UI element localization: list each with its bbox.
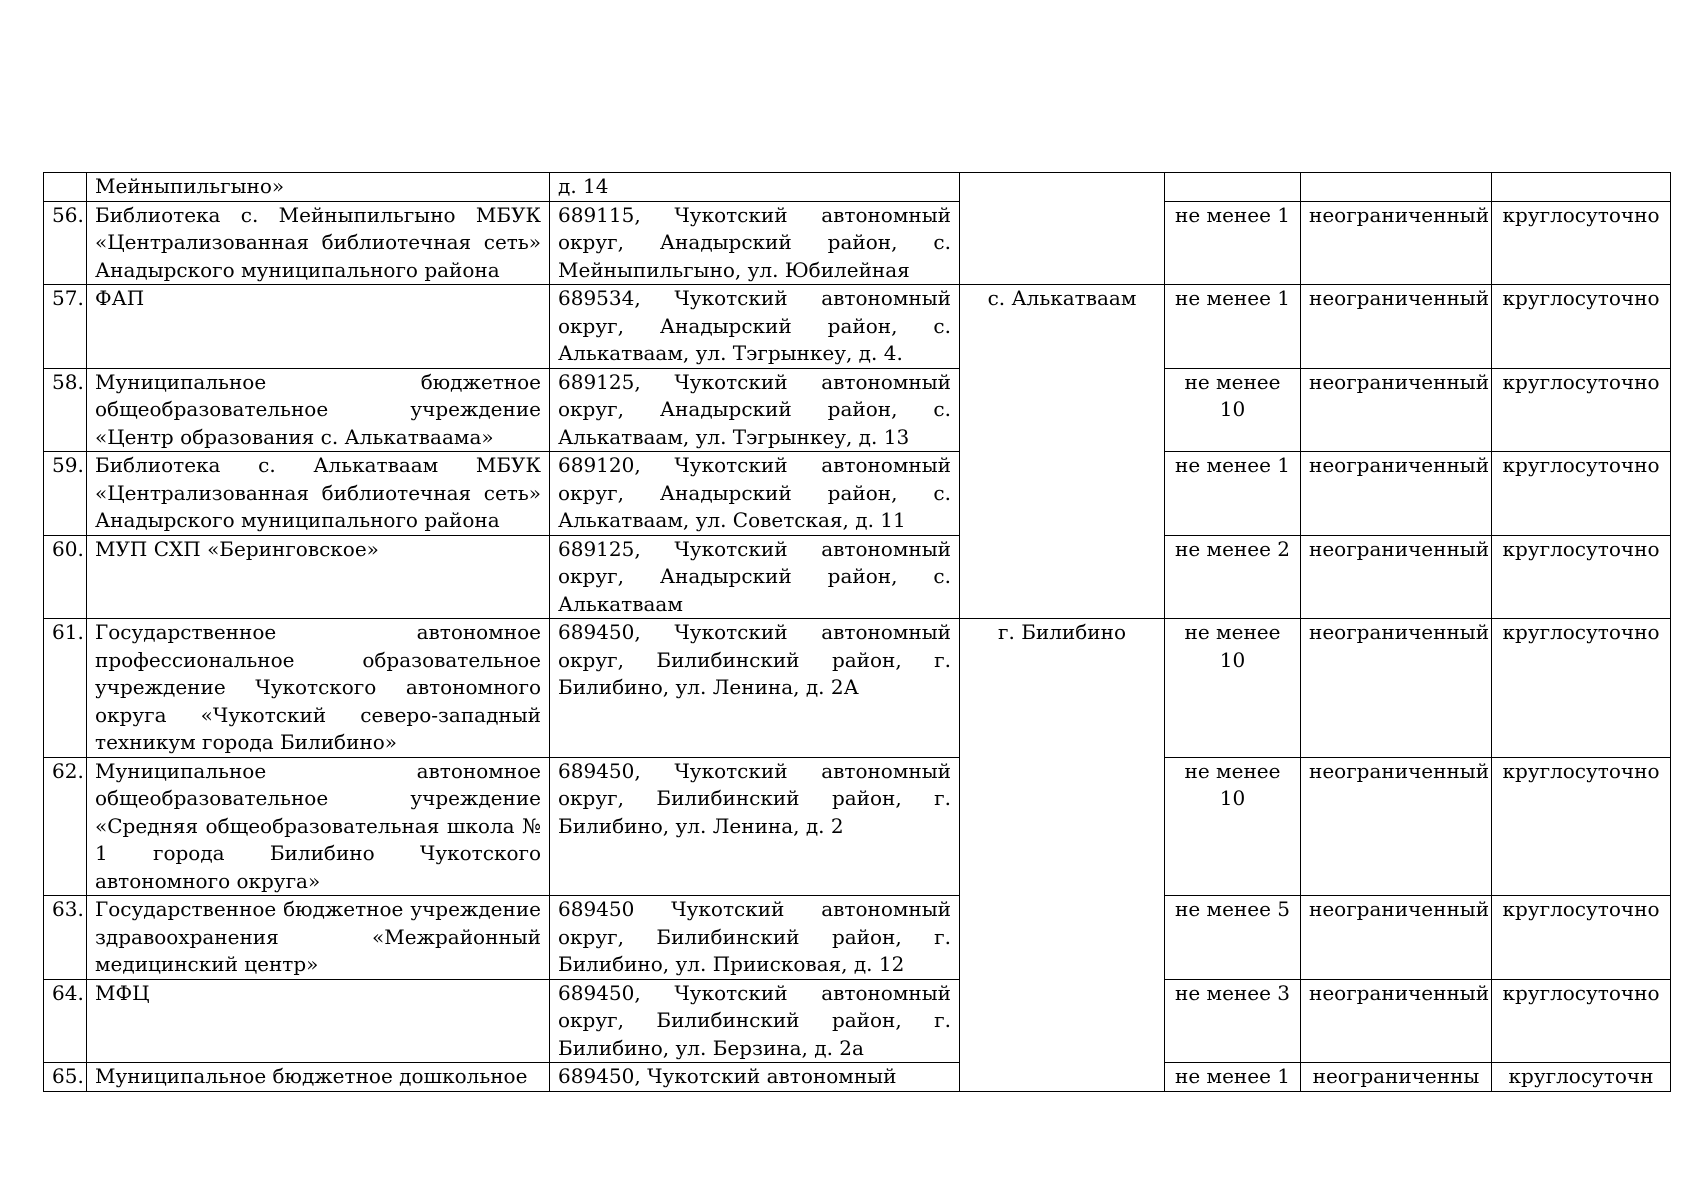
duration-cell: неограниченный <box>1301 979 1492 1063</box>
duration-cell: неограниченный <box>1301 285 1492 369</box>
table-row <box>44 1063 1671 1092</box>
facility-address: 689450, Чукотский автономный <box>550 1063 960 1092</box>
capacity-cell: не менее 1 <box>1165 201 1301 285</box>
facility-address: 689120, Чукотский автономный округ, Анадырский район, с. Алькатваам, ул. Советская, д. 11 <box>550 452 960 536</box>
row-number: 58. <box>44 368 87 452</box>
facility-address: 689125, Чукотский автономный округ, Анадырский район, с. Алькатваам, ул. Тэгрынкеу, д. 13 <box>550 368 960 452</box>
facility-address: д. 14 <box>550 173 960 202</box>
facility-name: Муниципальное бюджетное дошкольное <box>87 1063 550 1092</box>
capacity-cell: не менее 1 <box>1165 285 1301 369</box>
row-number: 56. <box>44 201 87 285</box>
settlement-cell: г. Билибино <box>960 619 1165 1092</box>
facility-address: 689450 Чукотский автономный округ, Билибинский район, г. Билибино, ул. Приисковая, д. 12 <box>550 896 960 980</box>
duration-cell: неограниченный <box>1301 452 1492 536</box>
table-row <box>44 173 1671 202</box>
schedule-cell: круглосуточно <box>1492 201 1671 285</box>
facility-address: 689125, Чукотский автономный округ, Анадырский район, с. Алькатваам <box>550 535 960 619</box>
facility-name: ФАП <box>87 285 550 369</box>
duration-cell: неограниченный <box>1301 619 1492 758</box>
row-number: 61. <box>44 619 87 758</box>
capacity-cell: не менее 2 <box>1165 535 1301 619</box>
facility-name: Государственное автономное профессиональное образовательное учреждение Чукотского автономного округа «Чукотский северо-западный техникум города Билибино» <box>87 619 550 758</box>
duration-cell: неограниченный <box>1301 896 1492 980</box>
schedule-cell <box>1492 173 1671 202</box>
row-number <box>44 173 87 202</box>
capacity-cell: не менее 10 <box>1165 619 1301 758</box>
table-row <box>44 757 1671 896</box>
table-row <box>44 535 1671 619</box>
table-row <box>44 285 1671 369</box>
schedule-cell: круглосуточно <box>1492 452 1671 536</box>
facility-address: 689450, Чукотский автономный округ, Билибинский район, г. Билибино, ул. Ленина, д. 2 <box>550 757 960 896</box>
facility-name: Мейныпильгыно» <box>87 173 550 202</box>
capacity-cell: не менее 5 <box>1165 896 1301 980</box>
duration-cell: неограниченный <box>1301 757 1492 896</box>
facility-address: 689115, Чукотский автономный округ, Анадырский район, с. Мейныпильгыно, ул. Юбилейная <box>550 201 960 285</box>
schedule-cell: круглосуточно <box>1492 979 1671 1063</box>
facility-name: Библиотека с. Алькатваам МБУК «Централизованная библиотечная сеть» Анадырского муниципального района <box>87 452 550 536</box>
table-row <box>44 979 1671 1063</box>
capacity-cell: не менее 1 <box>1165 1063 1301 1092</box>
row-number: 62. <box>44 757 87 896</box>
duration-cell: неограниченны <box>1301 1063 1492 1092</box>
settlement-cell: с. Алькатваам <box>960 285 1165 619</box>
facility-name: МУП СХП «Беринговское» <box>87 535 550 619</box>
capacity-cell: не менее 10 <box>1165 757 1301 896</box>
facility-name: МФЦ <box>87 979 550 1063</box>
schedule-cell: круглосуточно <box>1492 757 1671 896</box>
schedule-cell: круглосуточно <box>1492 535 1671 619</box>
table-row <box>44 619 1671 758</box>
facility-name: Библиотека с. Мейныпильгыно МБУК «Централизованная библиотечная сеть» Анадырского муниципального района <box>87 201 550 285</box>
schedule-cell: круглосуточно <box>1492 285 1671 369</box>
schedule-cell: круглосуточно <box>1492 896 1671 980</box>
row-number: 63. <box>44 896 87 980</box>
table-row <box>44 452 1671 536</box>
row-number: 60. <box>44 535 87 619</box>
facility-address: 689450, Чукотский автономный округ, Билибинский район, г. Билибино, ул. Ленина, д. 2А <box>550 619 960 758</box>
row-number: 64. <box>44 979 87 1063</box>
schedule-cell: круглосуточно <box>1492 619 1671 758</box>
duration-cell: неограниченный <box>1301 201 1492 285</box>
settlement-cell <box>960 173 1165 285</box>
capacity-cell: не менее 1 <box>1165 452 1301 536</box>
table-row <box>44 368 1671 452</box>
duration-cell <box>1301 173 1492 202</box>
table-row <box>44 201 1671 285</box>
duration-cell: неограниченный <box>1301 535 1492 619</box>
capacity-cell: не менее 10 <box>1165 368 1301 452</box>
duration-cell: неограниченный <box>1301 368 1492 452</box>
row-number: 59. <box>44 452 87 536</box>
row-number: 65. <box>44 1063 87 1092</box>
facilities-table <box>43 172 1671 1092</box>
schedule-cell: круглосуточн <box>1492 1063 1671 1092</box>
table-row <box>44 896 1671 980</box>
facility-name: Муниципальное автономное общеобразовательное учреждение «Средняя общеобразовательная школа № 1 города Билибино Чукотского автономного округа» <box>87 757 550 896</box>
facility-name: Государственное бюджетное учреждение здравоохранения «Межрайонный медицинский центр» <box>87 896 550 980</box>
facility-address: 689450, Чукотский автономный округ, Билибинский район, г. Билибино, ул. Берзина, д. 2а <box>550 979 960 1063</box>
facility-name: Муниципальное бюджетное общеобразовательное учреждение «Центр образования с. Алькатваама» <box>87 368 550 452</box>
capacity-cell: не менее 3 <box>1165 979 1301 1063</box>
capacity-cell <box>1165 173 1301 202</box>
facility-address: 689534, Чукотский автономный округ, Анадырский район, с. Алькатваам, ул. Тэгрынкеу, д. 4. <box>550 285 960 369</box>
schedule-cell: круглосуточно <box>1492 368 1671 452</box>
row-number: 57. <box>44 285 87 369</box>
